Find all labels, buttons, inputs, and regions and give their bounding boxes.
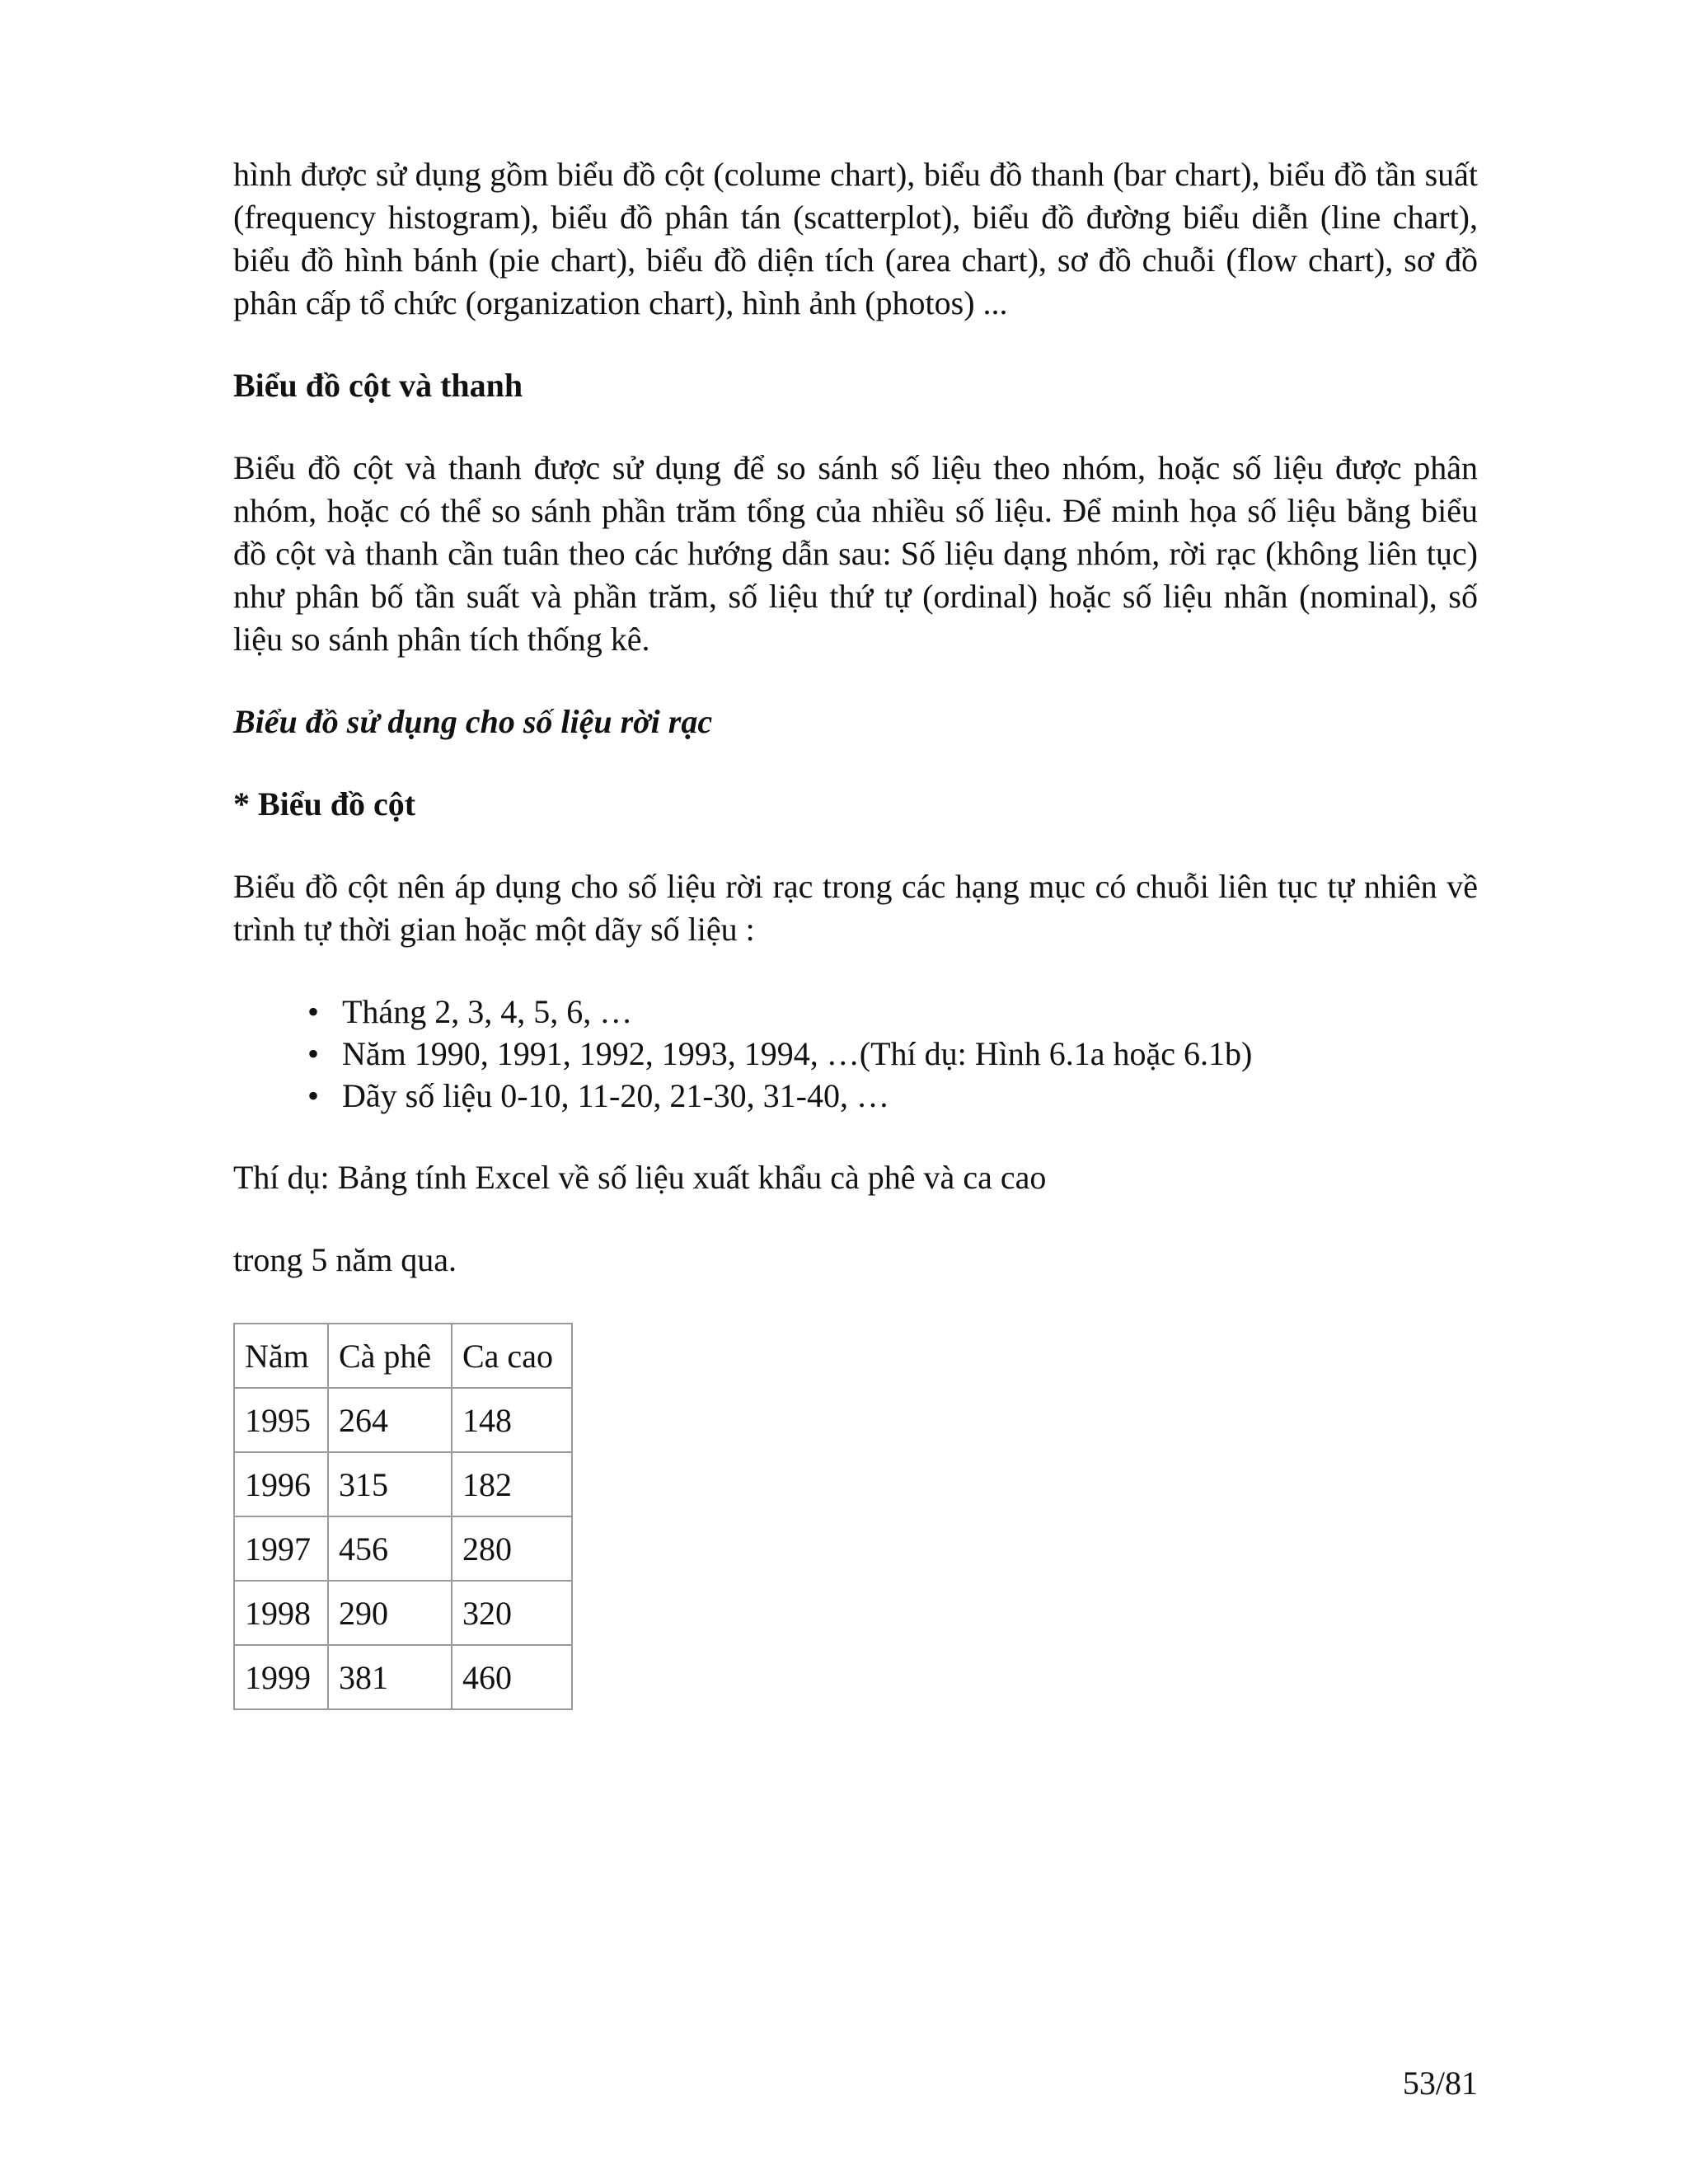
table-cell: 182 [452,1452,572,1516]
list-item-text: Năm 1990, 1991, 1992, 1993, 1994, …(Thí dụ: Hình 6.1a hoặc 6.1b) [342,1035,1253,1072]
list-item [307,1075,1478,1117]
intro-paragraph: hình được sử dụng gồm biểu đồ cột (colume chart), biểu đồ thanh (bar chart), biểu đồ tần suất (frequency histogram), biểu đồ phân tán (scatterplot), biểu đồ đường biểu diễn (line chart), biểu đồ hình bánh (pie chart), biểu đồ diện tích (area chart), sơ đồ chuỗi (flow chart), sơ đồ phân cấp tổ chức (organization chart), hình ảnh (photos) ... [233,156,1478,321]
table-header-cell: Năm [234,1324,328,1388]
table-row [234,1645,572,1709]
bullet-icon: • [307,993,320,1030]
table-cell: 1995 [234,1388,328,1452]
table-header-row [234,1324,572,1388]
example-line-1: Thí dụ: Bảng tính Excel về số liệu xuất khẩu cà phê và ca cao [233,1159,1047,1196]
section-heading-column: * Biểu đồ cột [233,785,416,823]
bullet-icon: • [307,1077,320,1114]
table-cell: 148 [452,1388,572,1452]
table-row [234,1581,572,1645]
table-cell: 1998 [234,1581,328,1645]
table-cell: 1997 [234,1516,328,1581]
table-row [234,1452,572,1516]
export-data-table [233,1323,573,1710]
bullet-icon: • [307,1035,320,1072]
list-item [307,991,1478,1033]
table-cell: 280 [452,1516,572,1581]
list-item-text: Tháng 2, 3, 4, 5, 6, … [342,993,633,1030]
table-header-cell: Cà phê [328,1324,452,1388]
section-heading-column-bar: Biểu đồ cột và thanh [233,367,523,404]
table-cell: 1999 [234,1645,328,1709]
column-paragraph: Biểu đồ cột nên áp dụng cho số liệu rời rạc trong các hạng mục có chuỗi liên tục tự nhiên về trình tự thời gian hoặc một dãy số liệu : [233,868,1478,948]
page-number: 53/81 [1402,2064,1478,2102]
table-cell: 1996 [234,1452,328,1516]
list-item-text: Dãy số liệu 0-10, 11-20, 21-30, 31-40, … [342,1077,889,1114]
list-item [307,1033,1478,1075]
table-row [234,1388,572,1452]
table-cell: 460 [452,1645,572,1709]
table-cell: 315 [328,1452,452,1516]
table-cell: 290 [328,1581,452,1645]
table-row [234,1516,572,1581]
table-header-cell: Ca cao [452,1324,572,1388]
document-page [233,153,1478,1710]
subheading-discrete-data: Biểu đồ sử dụng cho số liệu rời rạc [233,703,713,740]
bullet-list [233,991,1478,1117]
column-bar-paragraph: Biểu đồ cột và thanh được sử dụng để so sánh số liệu theo nhóm, hoặc số liệu được phân nhóm, hoặc có thể so sánh phần trăm tổng của nhiều số liệu. Để minh họa số liệu bằng biểu đồ cột và thanh cần tuân theo các hướng dẫn sau: Số liệu dạng nhóm, rời rạc (không liên tục) như phân bố tần suất và phần trăm, số liệu thứ tự (ordinal) hoặc số liệu nhãn (nominal), số liệu so sánh phân tích thống kê. [233,449,1478,658]
table-cell: 320 [452,1581,572,1645]
table-cell: 456 [328,1516,452,1581]
table-cell: 264 [328,1388,452,1452]
table-cell: 381 [328,1645,452,1709]
example-line-2: trong 5 năm qua. [233,1241,457,1278]
